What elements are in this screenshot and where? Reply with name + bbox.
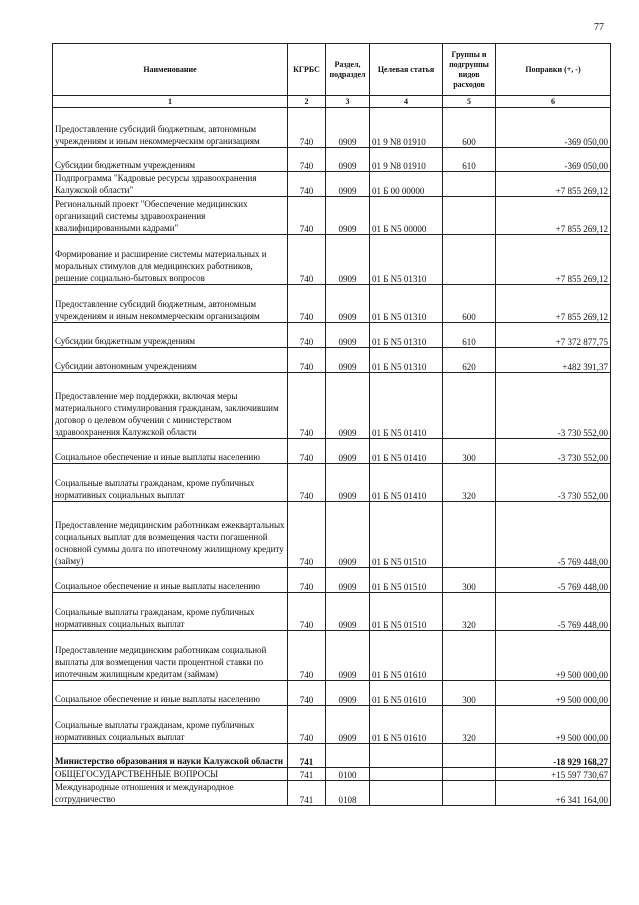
row-section: 0909	[326, 439, 370, 464]
column-header-section: Раздел, подраздел	[326, 44, 370, 96]
row-target-article: 01 Б N5 00000	[370, 197, 443, 235]
row-amount: +7 372 877,75	[496, 323, 611, 348]
row-section: 0909	[326, 348, 370, 373]
row-kgrbs: 740	[288, 235, 326, 285]
row-kgrbs: 740	[288, 323, 326, 348]
row-expense-group	[443, 631, 496, 681]
column-number: 6	[496, 96, 611, 108]
row-section: 0909	[326, 323, 370, 348]
table-row	[53, 108, 611, 148]
row-name: Субсидии бюджетным учреждениям	[53, 148, 288, 172]
row-kgrbs: 740	[288, 502, 326, 568]
row-kgrbs: 740	[288, 172, 326, 197]
row-section: 0108	[326, 781, 370, 806]
row-amount: -5 769 448,00	[496, 593, 611, 631]
row-expense-group: 610	[443, 323, 496, 348]
table-row	[53, 593, 611, 631]
row-amount: +6 341 164,00	[496, 781, 611, 806]
row-section: 0909	[326, 593, 370, 631]
row-section: 0909	[326, 172, 370, 197]
table-row	[53, 568, 611, 593]
row-section: 0909	[326, 108, 370, 148]
row-amount: -3 730 552,00	[496, 373, 611, 439]
row-amount: +9 500 000,00	[496, 681, 611, 706]
row-target-article: 01 9 N8 01910	[370, 148, 443, 172]
row-section: 0909	[326, 197, 370, 235]
column-header-name: Наименование	[53, 44, 288, 96]
row-target-article: 01 Б 00 00000	[370, 172, 443, 197]
row-target-article: 01 Б N5 01510	[370, 593, 443, 631]
table-row	[53, 744, 611, 768]
row-amount: +9 500 000,00	[496, 706, 611, 744]
column-number: 3	[326, 96, 370, 108]
row-section: 0909	[326, 568, 370, 593]
row-target-article: 01 9 N8 01910	[370, 108, 443, 148]
row-amount: -3 730 552,00	[496, 439, 611, 464]
row-name: Субсидии автономным учреждениям	[53, 348, 288, 373]
row-target-article: 01 Б N5 01310	[370, 323, 443, 348]
row-name: Международные отношения и международное сотрудничество	[53, 781, 288, 806]
row-section: 0909	[326, 464, 370, 502]
row-target-article: 01 Б N5 01310	[370, 285, 443, 323]
table-row	[53, 172, 611, 197]
row-name: Предоставление мер поддержки, включая меры материального стимулирования гражданам, заключившим договор о целевом обучении с министерством здравоохранения Калужской области	[53, 373, 288, 439]
row-name: Социальное обеспечение и иные выплаты населению	[53, 439, 288, 464]
row-kgrbs: 740	[288, 439, 326, 464]
table-row	[53, 768, 611, 781]
table-row	[53, 373, 611, 439]
row-target-article	[370, 781, 443, 806]
row-target-article: 01 Б N5 01610	[370, 706, 443, 744]
row-section: 0909	[326, 681, 370, 706]
row-amount: -5 769 448,00	[496, 502, 611, 568]
row-kgrbs: 740	[288, 706, 326, 744]
row-expense-group: 300	[443, 568, 496, 593]
row-expense-group	[443, 781, 496, 806]
row-target-article: 01 Б N5 01410	[370, 439, 443, 464]
table-row	[53, 706, 611, 744]
row-amount: +15 597 730,67	[496, 768, 611, 781]
row-amount: +7 855 269,12	[496, 285, 611, 323]
row-kgrbs: 740	[288, 631, 326, 681]
column-header-kgrbs: КГРБС	[288, 44, 326, 96]
row-kgrbs: 741	[288, 744, 326, 768]
row-target-article: 01 Б N5 01510	[370, 502, 443, 568]
row-name: Социальные выплаты гражданам, кроме публичных нормативных социальных выплат	[53, 593, 288, 631]
row-name: Предоставление медицинским работникам ежеквартальных социальных выплат для возмещения части погашенной основной суммы долга по ипотечному жилищному кредиту (займу)	[53, 502, 288, 568]
row-amount: -18 929 168,27	[496, 744, 611, 768]
row-kgrbs: 740	[288, 108, 326, 148]
row-target-article: 01 Б N5 01510	[370, 568, 443, 593]
table-row	[53, 439, 611, 464]
row-expense-group	[443, 744, 496, 768]
table-row	[53, 235, 611, 285]
page-number: 77	[594, 22, 604, 33]
row-name: Подпрограмма "Кадровые ресурсы здравоохранения Калужской области"	[53, 172, 288, 197]
row-kgrbs: 740	[288, 197, 326, 235]
table-body	[53, 108, 611, 806]
row-kgrbs: 740	[288, 593, 326, 631]
row-expense-group: 620	[443, 348, 496, 373]
table-row	[53, 197, 611, 235]
row-expense-group	[443, 197, 496, 235]
row-section: 0909	[326, 148, 370, 172]
row-amount: +7 855 269,12	[496, 197, 611, 235]
row-name: Предоставление субсидий бюджетным, автономным учреждениям и иным некоммерческим организациям	[53, 108, 288, 148]
column-number: 1	[53, 96, 288, 108]
row-target-article	[370, 768, 443, 781]
row-target-article: 01 Б N5 01410	[370, 373, 443, 439]
row-expense-group: 300	[443, 439, 496, 464]
table-row	[53, 148, 611, 172]
row-expense-group: 300	[443, 681, 496, 706]
row-target-article	[370, 744, 443, 768]
row-amount: +482 391,37	[496, 348, 611, 373]
row-kgrbs: 740	[288, 373, 326, 439]
row-target-article: 01 Б N5 01610	[370, 681, 443, 706]
column-header-amount: Поправки (+, -)	[496, 44, 611, 96]
column-number-row	[53, 96, 611, 108]
table-row	[53, 285, 611, 323]
column-header-target: Целевая статья	[370, 44, 443, 96]
row-amount: +9 500 000,00	[496, 631, 611, 681]
row-amount: +7 855 269,12	[496, 172, 611, 197]
row-target-article: 01 Б N5 01310	[370, 235, 443, 285]
row-kgrbs: 740	[288, 681, 326, 706]
column-number: 5	[443, 96, 496, 108]
row-target-article: 01 Б N5 01410	[370, 464, 443, 502]
row-kgrbs: 740	[288, 568, 326, 593]
row-target-article: 01 Б N5 01610	[370, 631, 443, 681]
column-number: 4	[370, 96, 443, 108]
row-target-article: 01 Б N5 01310	[370, 348, 443, 373]
row-name: Субсидии бюджетным учреждениям	[53, 323, 288, 348]
row-kgrbs: 741	[288, 768, 326, 781]
row-section: 0909	[326, 502, 370, 568]
row-name: Социальное обеспечение и иные выплаты населению	[53, 568, 288, 593]
row-expense-group: 320	[443, 706, 496, 744]
row-name: Формирование и расширение системы материальных и моральных стимулов для медицинских работников, решение социально-бытовых вопросов	[53, 235, 288, 285]
row-section: 0100	[326, 768, 370, 781]
row-name: Региональный проект "Обеспечение медицинских организаций системы здравоохранения квалифицированными кадрами"	[53, 197, 288, 235]
row-amount: -5 769 448,00	[496, 568, 611, 593]
row-name: ОБЩЕГОСУДАРСТВЕННЫЕ ВОПРОСЫ	[53, 768, 288, 781]
row-section: 0909	[326, 706, 370, 744]
table-row	[53, 781, 611, 806]
row-expense-group: 320	[443, 593, 496, 631]
row-name: Предоставление медицинским работникам социальной выплаты для возмещения части процентной ставки по ипотечным жилищным кредитам (займам)	[53, 631, 288, 681]
row-amount: -369 050,00	[496, 148, 611, 172]
row-name: Министерство образования и науки Калужской области	[53, 744, 288, 768]
row-kgrbs: 740	[288, 348, 326, 373]
row-section: 0909	[326, 235, 370, 285]
budget-amendments-table	[52, 43, 611, 806]
row-amount: +7 855 269,12	[496, 235, 611, 285]
row-kgrbs: 741	[288, 781, 326, 806]
row-name: Предоставление субсидий бюджетным, автономным учреждениям и иным некоммерческим организациям	[53, 285, 288, 323]
column-header-group: Группы и подгруппы видов расходов	[443, 44, 496, 96]
table-row	[53, 323, 611, 348]
row-amount: -369 050,00	[496, 108, 611, 148]
row-section	[326, 744, 370, 768]
row-expense-group: 600	[443, 108, 496, 148]
row-expense-group	[443, 502, 496, 568]
table-row	[53, 502, 611, 568]
row-expense-group: 610	[443, 148, 496, 172]
row-section: 0909	[326, 631, 370, 681]
row-expense-group: 600	[443, 285, 496, 323]
row-expense-group	[443, 373, 496, 439]
row-name: Социальные выплаты гражданам, кроме публичных нормативных социальных выплат	[53, 464, 288, 502]
row-name: Социальное обеспечение и иные выплаты населению	[53, 681, 288, 706]
header-row	[53, 44, 611, 96]
row-kgrbs: 740	[288, 464, 326, 502]
row-name: Социальные выплаты гражданам, кроме публичных нормативных социальных выплат	[53, 706, 288, 744]
row-kgrbs: 740	[288, 285, 326, 323]
table-row	[53, 681, 611, 706]
table-row	[53, 464, 611, 502]
table-row	[53, 631, 611, 681]
row-kgrbs: 740	[288, 148, 326, 172]
row-section: 0909	[326, 373, 370, 439]
row-expense-group	[443, 768, 496, 781]
row-expense-group	[443, 172, 496, 197]
row-amount: -3 730 552,00	[496, 464, 611, 502]
table-row	[53, 348, 611, 373]
column-number: 2	[288, 96, 326, 108]
row-expense-group: 320	[443, 464, 496, 502]
row-section: 0909	[326, 285, 370, 323]
row-expense-group	[443, 235, 496, 285]
